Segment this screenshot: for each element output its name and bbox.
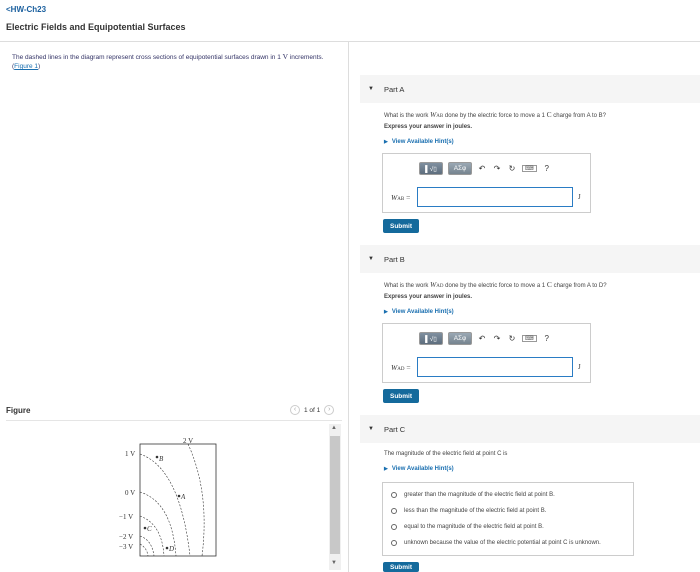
choice-option[interactable]: [391, 492, 555, 498]
part-a-section: [360, 75, 700, 103]
radio-button[interactable]: [391, 508, 397, 514]
choice-label: equal to the magnitude of the electric field at point B.: [404, 524, 544, 530]
point-a-dot: [178, 495, 181, 498]
label-point-c: C: [147, 525, 152, 533]
page-title: Electric Fields and Equipotential Surfaces: [6, 22, 186, 32]
keyboard-icon[interactable]: ⌨: [522, 165, 537, 172]
pane-divider: [348, 42, 349, 572]
part-b-label: Part B: [383, 254, 405, 264]
part-a-q-1: What is the work: [384, 113, 431, 119]
top-bar: [0, 0, 700, 42]
redo-icon[interactable]: ↷: [493, 164, 501, 173]
choice-option[interactable]: [391, 508, 546, 514]
part-a-express: Express your answer in joules.: [384, 124, 473, 130]
label-point-a: A: [181, 493, 186, 501]
part-b-answer-label: [391, 363, 411, 372]
part-a-q-unit: C: [546, 110, 552, 119]
point-b-dot: [156, 456, 159, 459]
part-a-q-2: done by the electric force to move a 1: [443, 113, 547, 119]
templates-button[interactable]: ▌√▯: [419, 332, 443, 345]
part-a-answer-box: [382, 153, 591, 213]
label-0v: 0 V: [125, 489, 136, 497]
intro-text-2: increments. (: [12, 54, 324, 70]
scroll-down-arrow-icon[interactable]: ▼: [331, 560, 337, 566]
part-c-section: [360, 415, 700, 443]
intro-unit: V: [282, 52, 289, 61]
part-b-answer-box: [382, 323, 591, 383]
equipotential-minus2v: [140, 536, 154, 556]
part-b-q-sub: AD: [436, 284, 444, 289]
label-point-b: B: [159, 455, 164, 463]
collapse-triangle-icon: ▼: [368, 256, 374, 262]
radio-button[interactable]: [391, 492, 397, 498]
keyboard-icon[interactable]: ⌨: [522, 335, 537, 342]
ans-var: W: [391, 193, 398, 202]
hint-arrow-icon: ▶: [384, 309, 388, 315]
reset-icon[interactable]: ↻: [508, 164, 516, 173]
part-a-submit-button[interactable]: Submit: [383, 219, 419, 233]
part-b-express: Express your answer in joules.: [384, 294, 473, 300]
part-b-q-3: charge from A to D?: [551, 283, 607, 289]
hint-arrow-icon: ▶: [384, 139, 388, 145]
part-a-q-3: charge from A to B?: [551, 113, 606, 119]
part-a-hint-link[interactable]: [384, 139, 454, 145]
templates-button[interactable]: ▌√▯: [419, 162, 443, 175]
figure-page-count: 1 of 1: [304, 406, 321, 414]
equipotential-diagram: [110, 432, 270, 564]
part-a-q-sub: AB: [436, 114, 444, 119]
equipotential-minus1v: [140, 516, 164, 556]
part-a-hint-label: View Available Hint(s): [391, 139, 454, 145]
point-d-dot: [166, 547, 169, 550]
help-icon[interactable]: ?: [544, 164, 549, 173]
figure-heading: Figure: [6, 406, 31, 415]
part-b-submit-button[interactable]: Submit: [383, 389, 419, 403]
undo-icon[interactable]: ↶: [478, 334, 486, 343]
prev-figure-button[interactable]: ‹: [290, 405, 300, 415]
ans-eq: =: [404, 363, 411, 372]
choice-option[interactable]: [391, 540, 601, 546]
scroll-up-arrow-icon[interactable]: ▲: [331, 425, 337, 431]
part-b-question: [384, 280, 607, 289]
diagram-frame: [140, 444, 216, 556]
label-minus2v: −2 V: [119, 533, 134, 541]
figure-pager: [290, 405, 334, 415]
part-a-header[interactable]: [360, 75, 700, 103]
choice-option[interactable]: [391, 524, 544, 530]
part-b-q-unit: C: [546, 280, 552, 289]
part-b-header[interactable]: [360, 245, 700, 273]
part-a-question: [384, 110, 606, 119]
part-b-toolbar: [419, 332, 552, 345]
choice-label: unknown because the value of the electric potential at point C is unknown.: [404, 540, 601, 546]
collapse-triangle-icon: ▼: [368, 86, 374, 92]
part-b-q-1: What is the work: [384, 283, 431, 289]
reset-icon[interactable]: ↻: [508, 334, 516, 343]
label-minus1v: −1 V: [119, 513, 134, 521]
label-minus3v: −3 V: [119, 543, 134, 551]
part-a-label: Part A: [383, 84, 405, 94]
part-b-answer-input[interactable]: [417, 357, 573, 377]
part-c-question: The magnitude of the electric field at point C is: [384, 451, 508, 457]
figure-link[interactable]: Figure 1: [14, 63, 39, 70]
part-c-choices: [382, 482, 634, 556]
collapse-triangle-icon: ▼: [368, 426, 374, 432]
label-2v: 2 V: [183, 437, 194, 445]
part-c-submit-button[interactable]: Submit: [383, 562, 419, 572]
part-b-q-var: W: [430, 280, 437, 289]
intro-text-3: ): [38, 63, 41, 70]
ans-var: W: [391, 363, 398, 372]
point-c-dot: [144, 527, 147, 530]
symbols-button[interactable]: ΑΣφ: [448, 162, 472, 175]
part-c-hint-label: View Available Hint(s): [391, 466, 454, 472]
equipotential-2v: [188, 444, 204, 556]
part-a-toolbar: [419, 162, 552, 175]
part-c-header[interactable]: [360, 415, 700, 443]
part-a-q-var: W: [430, 110, 437, 119]
figure-divider: [6, 420, 342, 421]
part-b-hint-label: View Available Hint(s): [391, 309, 454, 315]
part-a-unit: J: [578, 193, 581, 201]
undo-icon[interactable]: ↶: [478, 164, 486, 173]
intro-text-1: The dashed lines in the diagram represent cross sections of equipotential surfaces drawn in 1: [12, 54, 283, 61]
help-icon[interactable]: ?: [544, 334, 549, 343]
part-a-answer-input[interactable]: [417, 187, 573, 207]
radio-button[interactable]: [391, 524, 397, 530]
problem-intro: [12, 52, 342, 71]
redo-icon[interactable]: ↷: [493, 334, 501, 343]
choice-label: greater than the magnitude of the electric field at point B.: [404, 492, 555, 498]
ans-sub: AB: [397, 197, 405, 202]
symbols-button[interactable]: ΑΣφ: [448, 332, 472, 345]
hint-arrow-icon: ▶: [384, 466, 388, 472]
label-1v: 1 V: [125, 450, 136, 458]
part-a-answer-label: [391, 193, 410, 202]
label-point-d: D: [169, 545, 175, 553]
part-b-q-2: done by the electric force to move a 1: [443, 283, 547, 289]
part-b-section: [360, 245, 700, 273]
radio-button[interactable]: [391, 540, 397, 546]
part-b-unit: J: [578, 363, 581, 371]
figure-scrollbar-thumb[interactable]: [330, 436, 340, 554]
ans-eq: =: [404, 193, 411, 202]
equipotential-minus3v: [140, 544, 148, 556]
part-c-label: Part C: [383, 424, 406, 434]
part-c-hint-link[interactable]: [384, 466, 454, 472]
choice-label: less than the magnitude of the electric field at point B.: [404, 508, 547, 514]
ans-sub: AD: [397, 367, 405, 372]
back-to-assignment-link[interactable]: <HW-Ch23: [6, 5, 47, 14]
next-figure-button[interactable]: ›: [324, 405, 334, 415]
part-b-hint-link[interactable]: [384, 309, 454, 315]
